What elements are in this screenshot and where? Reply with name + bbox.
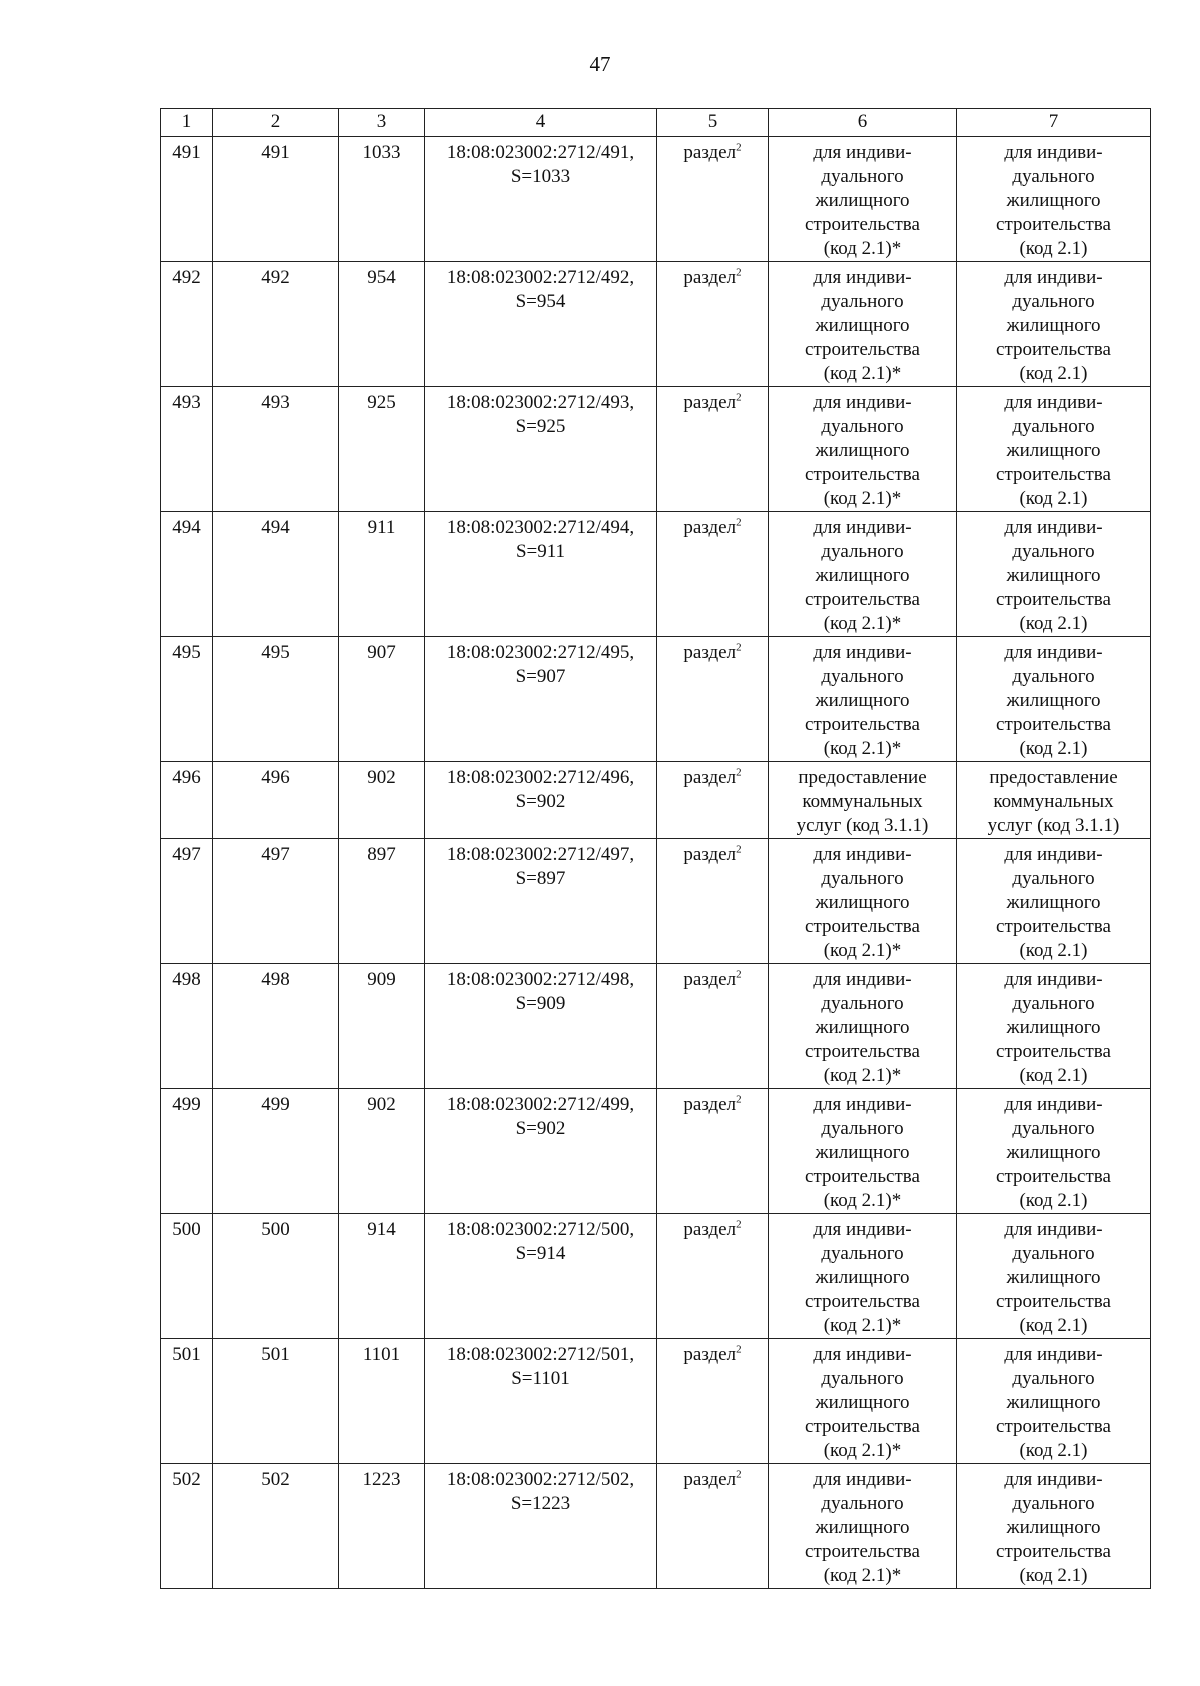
table-row (161, 1464, 1151, 1589)
cell-plot-number: 500 (213, 1214, 339, 1339)
cell-cadastral (425, 964, 657, 1089)
cell-area: 897 (339, 839, 425, 964)
cell-row-number: 499 (161, 1089, 213, 1214)
cell-row-number: 501 (161, 1339, 213, 1464)
method-label: раздел (683, 142, 737, 163)
cell-cadastral (425, 637, 657, 762)
column-header-4: 4 (425, 109, 657, 137)
cell-plot-number: 498 (213, 964, 339, 1089)
cell-permitted-use-new: предоставление коммунальных услуг (код 3.1.1) (957, 762, 1151, 839)
footnote-marker: 2 (736, 266, 742, 279)
cell-area: 911 (339, 512, 425, 637)
cell-method (657, 262, 769, 387)
cell-method (657, 512, 769, 637)
cell-row-number: 498 (161, 964, 213, 1089)
cell-permitted-use-current: для индиви- дуального жилищного строительства (код 2.1)* (769, 1339, 957, 1464)
cadastral-number: 18:08:023002:2712/495, (446, 642, 635, 663)
method-label: раздел (683, 1469, 737, 1490)
cell-area: 925 (339, 387, 425, 512)
cell-cadastral (425, 839, 657, 964)
cell-plot-number: 502 (213, 1464, 339, 1589)
table-row (161, 1089, 1151, 1214)
column-header-6: 6 (769, 109, 957, 137)
land-plots-table (160, 108, 1151, 1589)
cell-permitted-use-current: для индиви- дуального жилищного строительства (код 2.1)* (769, 262, 957, 387)
cadastral-area: S=897 (515, 868, 566, 889)
table-header-row (161, 109, 1151, 137)
footnote-marker: 2 (736, 766, 742, 779)
cell-permitted-use-current: для индиви- дуального жилищного строительства (код 2.1)* (769, 637, 957, 762)
cadastral-number: 18:08:023002:2712/494, (446, 517, 635, 538)
column-header-7: 7 (957, 109, 1151, 137)
cell-method (657, 387, 769, 512)
cell-area: 1101 (339, 1339, 425, 1464)
cadastral-number: 18:08:023002:2712/493, (446, 392, 635, 413)
cell-cadastral (425, 1214, 657, 1339)
footnote-marker: 2 (736, 641, 742, 654)
table-row (161, 964, 1151, 1089)
footnote-marker: 2 (736, 843, 742, 856)
cell-plot-number: 496 (213, 762, 339, 839)
page-number: 47 (589, 52, 611, 76)
cell-permitted-use-new: для индиви- дуального жилищного строительства (код 2.1) (957, 637, 1151, 762)
cell-permitted-use-current: для индиви- дуального жилищного строительства (код 2.1)* (769, 964, 957, 1089)
cell-method (657, 1464, 769, 1589)
column-header-5: 5 (657, 109, 769, 137)
column-header-2: 2 (213, 109, 339, 137)
cell-permitted-use-new: для индиви- дуального жилищного строительства (код 2.1) (957, 964, 1151, 1089)
cell-method (657, 637, 769, 762)
cell-permitted-use-new: для индиви- дуального жилищного строительства (код 2.1) (957, 137, 1151, 262)
method-label: раздел (683, 1344, 737, 1365)
table-row (161, 637, 1151, 762)
cell-area: 902 (339, 762, 425, 839)
cell-permitted-use-current: для индиви- дуального жилищного строительства (код 2.1)* (769, 387, 957, 512)
column-header-3: 3 (339, 109, 425, 137)
cell-permitted-use-new: для индиви- дуального жилищного строительства (код 2.1) (957, 1339, 1151, 1464)
cadastral-area: S=1101 (511, 1368, 570, 1389)
method-label: раздел (683, 392, 737, 413)
cell-plot-number: 501 (213, 1339, 339, 1464)
cell-row-number: 496 (161, 762, 213, 839)
cell-cadastral (425, 1089, 657, 1214)
cell-cadastral (425, 512, 657, 637)
cell-area: 1223 (339, 1464, 425, 1589)
cadastral-area: S=1223 (510, 1493, 571, 1514)
cell-method (657, 839, 769, 964)
cell-permitted-use-current: для индиви- дуального жилищного строительства (код 2.1)* (769, 137, 957, 262)
cadastral-number: 18:08:023002:2712/499, (446, 1094, 635, 1115)
cell-permitted-use-new: для индиви- дуального жилищного строительства (код 2.1) (957, 1464, 1151, 1589)
cell-area: 909 (339, 964, 425, 1089)
footnote-marker: 2 (736, 1218, 742, 1231)
cell-area: 907 (339, 637, 425, 762)
cell-row-number: 492 (161, 262, 213, 387)
cell-permitted-use-current: предоставление коммунальных услуг (код 3.1.1) (769, 762, 957, 839)
cell-permitted-use-new: для индиви- дуального жилищного строительства (код 2.1) (957, 387, 1151, 512)
footnote-marker: 2 (736, 141, 742, 154)
table-row (161, 1339, 1151, 1464)
cell-permitted-use-current: для индиви- дуального жилищного строительства (код 2.1)* (769, 1464, 957, 1589)
table-row (161, 262, 1151, 387)
cadastral-area: S=954 (515, 291, 566, 312)
cell-area: 902 (339, 1089, 425, 1214)
cadastral-number: 18:08:023002:2712/491, (446, 142, 635, 163)
cadastral-number: 18:08:023002:2712/501, (446, 1344, 635, 1365)
cadastral-area: S=907 (515, 666, 566, 687)
cadastral-number: 18:08:023002:2712/497, (446, 844, 635, 865)
cell-plot-number: 495 (213, 637, 339, 762)
cadastral-number: 18:08:023002:2712/496, (446, 767, 635, 788)
table-body (161, 137, 1151, 1589)
method-label: раздел (683, 517, 737, 538)
footnote-marker: 2 (736, 1468, 742, 1481)
cadastral-number: 18:08:023002:2712/492, (446, 267, 635, 288)
cell-method (657, 964, 769, 1089)
cell-row-number: 497 (161, 839, 213, 964)
cadastral-area: S=911 (515, 541, 566, 562)
cell-method (657, 1339, 769, 1464)
table-row (161, 137, 1151, 262)
cell-plot-number: 491 (213, 137, 339, 262)
table-row (161, 1214, 1151, 1339)
method-label: раздел (683, 844, 737, 865)
cell-cadastral (425, 262, 657, 387)
footnote-marker: 2 (736, 968, 742, 981)
method-label: раздел (683, 969, 737, 990)
cell-area: 914 (339, 1214, 425, 1339)
cadastral-area: S=909 (515, 993, 566, 1014)
cell-permitted-use-new: для индиви- дуального жилищного строительства (код 2.1) (957, 1089, 1151, 1214)
cell-row-number: 495 (161, 637, 213, 762)
cell-cadastral (425, 387, 657, 512)
cell-permitted-use-current: для индиви- дуального жилищного строительства (код 2.1)* (769, 512, 957, 637)
cell-plot-number: 494 (213, 512, 339, 637)
method-label: раздел (683, 642, 737, 663)
footnote-marker: 2 (736, 1093, 742, 1106)
cell-permitted-use-current: для индиви- дуального жилищного строительства (код 2.1)* (769, 1089, 957, 1214)
column-header-1: 1 (161, 109, 213, 137)
cell-area: 1033 (339, 137, 425, 262)
cell-cadastral (425, 762, 657, 839)
cell-permitted-use-new: для индиви- дуального жилищного строительства (код 2.1) (957, 1214, 1151, 1339)
cadastral-area: S=1033 (510, 166, 571, 187)
cell-row-number: 494 (161, 512, 213, 637)
table-row (161, 387, 1151, 512)
cadastral-number: 18:08:023002:2712/502, (446, 1469, 635, 1490)
cell-area: 954 (339, 262, 425, 387)
cell-cadastral (425, 1464, 657, 1589)
cell-cadastral (425, 1339, 657, 1464)
cell-method (657, 137, 769, 262)
table-row (161, 762, 1151, 839)
cell-cadastral (425, 137, 657, 262)
cell-method (657, 1089, 769, 1214)
cell-plot-number: 493 (213, 387, 339, 512)
method-label: раздел (683, 767, 737, 788)
cell-plot-number: 492 (213, 262, 339, 387)
cell-plot-number: 497 (213, 839, 339, 964)
cell-permitted-use-new: для индиви- дуального жилищного строительства (код 2.1) (957, 262, 1151, 387)
cadastral-area: S=914 (515, 1243, 566, 1264)
footnote-marker: 2 (736, 391, 742, 404)
cell-method (657, 1214, 769, 1339)
cadastral-number: 18:08:023002:2712/498, (446, 969, 635, 990)
cadastral-area: S=925 (515, 416, 566, 437)
footnote-marker: 2 (736, 516, 742, 529)
footnote-marker: 2 (736, 1343, 742, 1356)
table-row (161, 839, 1151, 964)
cell-permitted-use-new: для индиви- дуального жилищного строительства (код 2.1) (957, 512, 1151, 637)
cell-row-number: 502 (161, 1464, 213, 1589)
method-label: раздел (683, 1219, 737, 1240)
cadastral-number: 18:08:023002:2712/500, (446, 1219, 635, 1240)
cell-permitted-use-current: для индиви- дуального жилищного строительства (код 2.1)* (769, 1214, 957, 1339)
table-row (161, 512, 1151, 637)
cell-permitted-use-current: для индиви- дуального жилищного строительства (код 2.1)* (769, 839, 957, 964)
method-label: раздел (683, 267, 737, 288)
cell-row-number: 493 (161, 387, 213, 512)
method-label: раздел (683, 1094, 737, 1115)
cell-plot-number: 499 (213, 1089, 339, 1214)
cell-permitted-use-new: для индиви- дуального жилищного строительства (код 2.1) (957, 839, 1151, 964)
cell-row-number: 491 (161, 137, 213, 262)
cadastral-area: S=902 (515, 791, 566, 812)
cell-row-number: 500 (161, 1214, 213, 1339)
cell-method (657, 762, 769, 839)
cadastral-area: S=902 (515, 1118, 566, 1139)
